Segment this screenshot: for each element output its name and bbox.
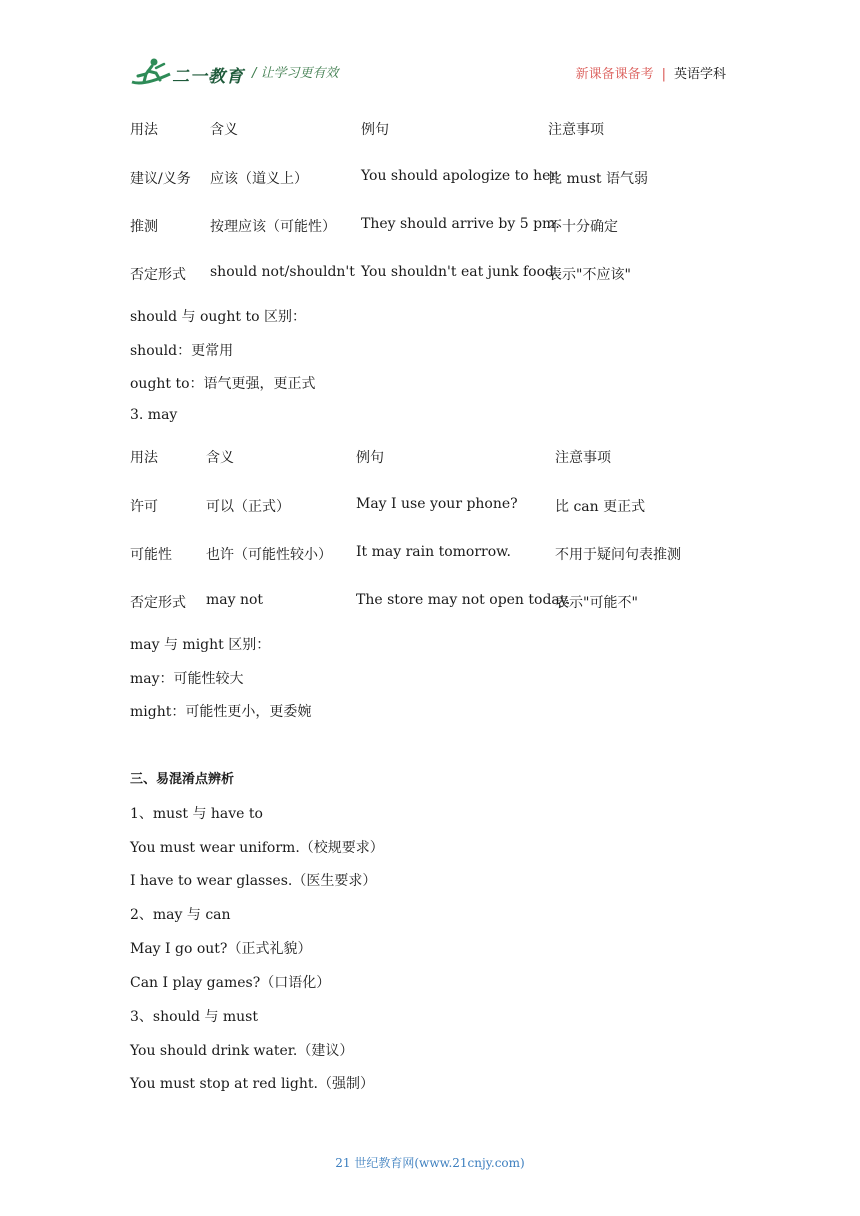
logo	[130, 56, 250, 90]
page-header	[130, 56, 726, 92]
cell-meaning: 可以（正式）	[206, 499, 290, 515]
cell-notes: 表示"可能不"	[555, 595, 638, 611]
runner-logo-icon	[130, 56, 174, 90]
content-line: 2、may 与 can	[130, 907, 231, 923]
header-example: 例句	[361, 122, 389, 138]
cell-notes: 不用于疑问句表推测	[555, 547, 681, 563]
cell-example: You should apologize to her.	[361, 168, 561, 184]
content-line: Can I play games?（口语化）	[130, 975, 331, 991]
content-line: May I go out?（正式礼貌）	[130, 941, 312, 957]
cell-usage: 推测	[130, 219, 158, 235]
slogan: / 让学习更有效	[252, 66, 339, 81]
section-heading: 3. may	[130, 407, 178, 423]
cell-example: You shouldn't eat junk food.	[361, 264, 559, 280]
cell-example: The store may not open today.	[356, 592, 571, 608]
header-example: 例句	[356, 450, 384, 466]
header-right	[576, 63, 726, 82]
header-subtitle: 新课备课备考	[575, 67, 654, 82]
content-line: You must stop at red light.（强制）	[130, 1076, 374, 1092]
cell-meaning: 按理应该（可能性）	[210, 219, 336, 235]
page-footer[interactable]: 21 世纪教育网(www.21cnjy.com)	[335, 1156, 525, 1170]
cell-usage: 否定形式	[130, 267, 186, 283]
note-line: should 与 ought to 区别：	[130, 309, 306, 325]
cell-meaning: 也许（可能性较小）	[206, 547, 332, 563]
cell-notes: 不十分确定	[548, 219, 618, 235]
header-notes: 注意事项	[555, 450, 611, 466]
content-line: 1、must 与 have to	[130, 806, 263, 822]
cell-usage: 许可	[130, 499, 158, 515]
content-line: You must wear uniform.（校规要求）	[130, 840, 384, 856]
header-usage: 用法	[130, 450, 158, 466]
header-meaning: 含义	[210, 122, 238, 138]
cell-usage: 否定形式	[130, 595, 186, 611]
content-line: I have to wear glasses.（医生要求）	[130, 873, 377, 889]
cell-meaning: should not/shouldn't	[210, 264, 355, 280]
cell-example: It may rain tomorrow.	[356, 544, 511, 560]
header-meaning: 含义	[206, 450, 234, 466]
cell-notes: 比 can 更正式	[555, 499, 646, 515]
note-line: may 与 might 区别：	[130, 637, 271, 653]
cell-notes: 比 must 语气弱	[548, 171, 649, 187]
cell-notes: 表示"不应该"	[548, 267, 631, 283]
cell-example: They should arrive by 5 pm.	[361, 216, 560, 232]
note-line: might：可能性更小，更委婉	[130, 704, 312, 720]
cell-meaning: may not	[206, 592, 264, 608]
cell-meaning: 应该（道义上）	[210, 171, 308, 187]
subject-label: 英语学科	[673, 67, 726, 82]
header-separator: |	[661, 67, 666, 82]
header-notes: 注意事项	[548, 122, 604, 138]
note-line: should：更常用	[130, 343, 234, 359]
cell-usage: 建议/义务	[130, 171, 191, 187]
note-line: ought to：语气更强，更正式	[130, 376, 316, 392]
content-line: You should drink water.（建议）	[130, 1043, 354, 1059]
cell-usage: 可能性	[130, 547, 172, 563]
content-line: 3、should 与 must	[130, 1009, 258, 1025]
note-line: may：可能性较大	[130, 671, 244, 687]
section-title: 三、易混淆点辨析	[130, 772, 235, 787]
cell-example: May I use your phone?	[356, 496, 518, 512]
logo-text: 二一教育	[172, 67, 244, 87]
header-usage: 用法	[130, 122, 158, 138]
